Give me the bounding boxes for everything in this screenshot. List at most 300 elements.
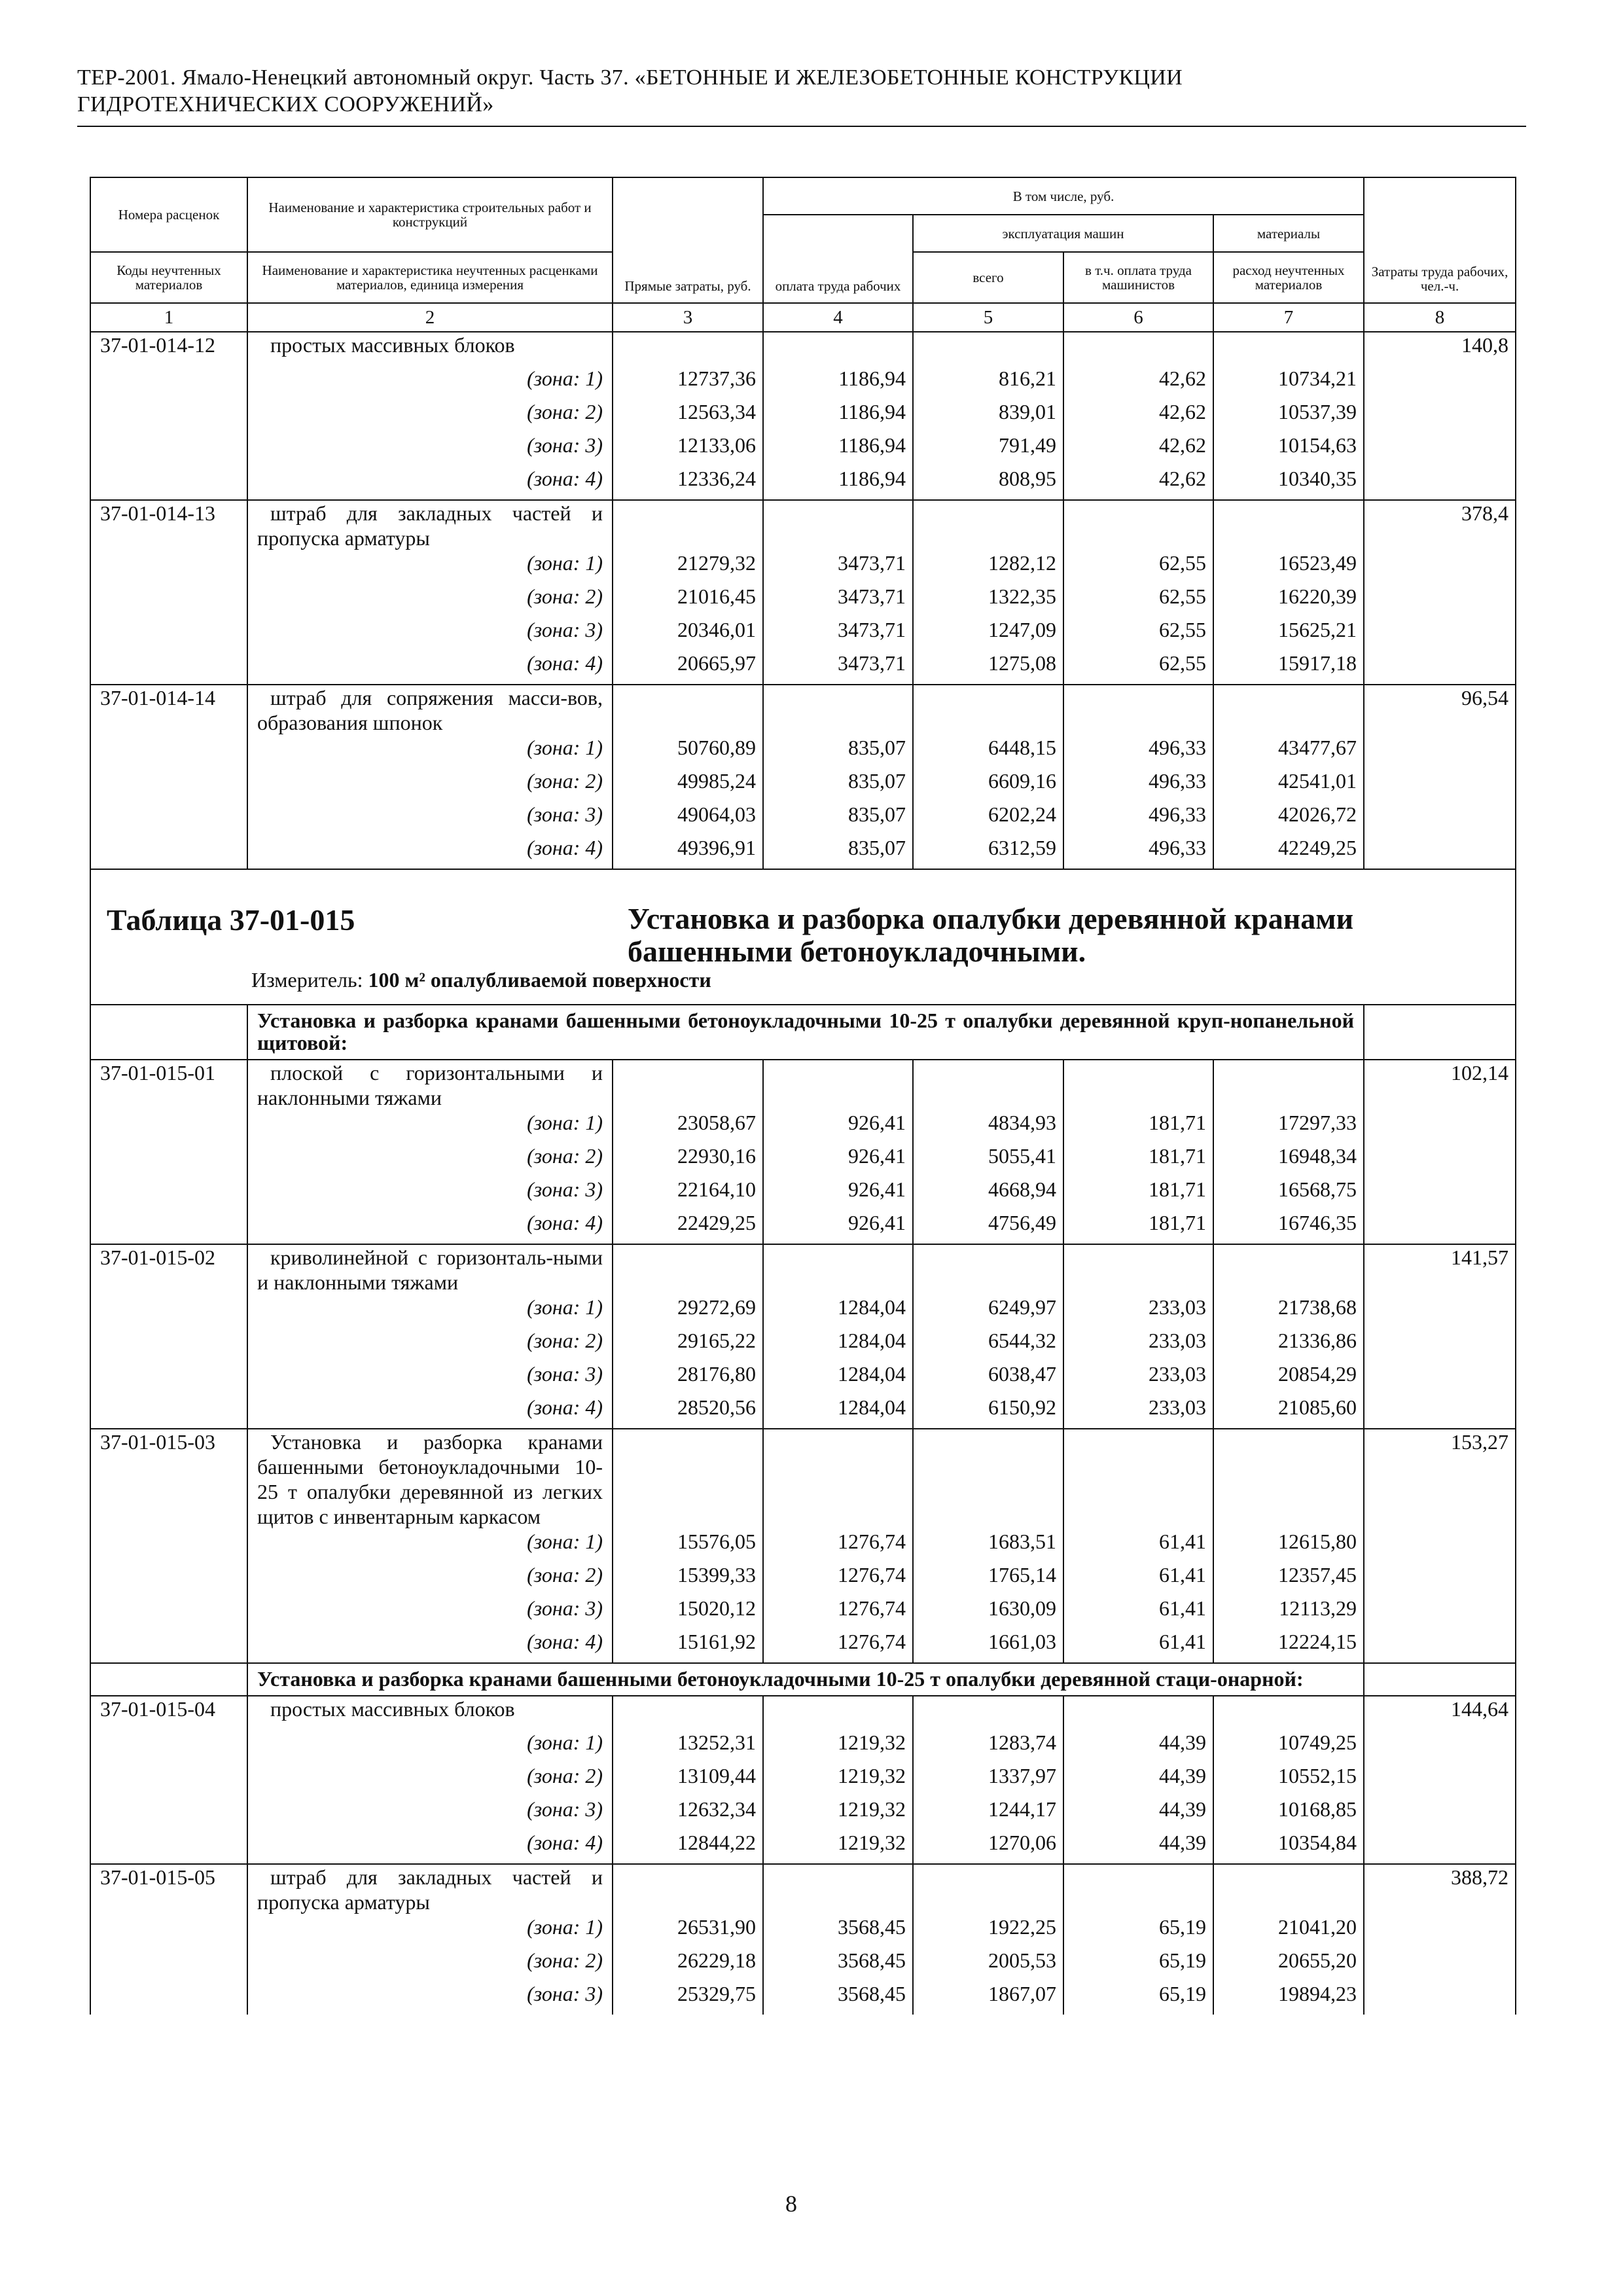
- materials-cost: 42249,25: [1213, 835, 1364, 869]
- header-row: [90, 177, 1516, 215]
- zone-label: (зона: 1): [247, 1295, 613, 1328]
- empty-cell: [763, 1060, 913, 1110]
- wages-cost: 835,07: [763, 835, 913, 869]
- empty-cell: [613, 1060, 763, 1110]
- empty-labor-cell: [1364, 1914, 1516, 1948]
- zone-label: (зона: 4): [247, 651, 613, 685]
- rate-code: 37-01-015-01: [90, 1060, 247, 1110]
- empty-code-cell: [90, 1730, 247, 1763]
- zone-row: [90, 1361, 1516, 1395]
- empty-labor-cell: [1364, 366, 1516, 399]
- direct-cost: 29272,69: [613, 1295, 763, 1328]
- machines-cost: 1661,03: [913, 1629, 1063, 1663]
- empty-labor-cell: [1364, 1763, 1516, 1797]
- empty-code-cell: [90, 1596, 247, 1629]
- wages-cost: 1276,74: [763, 1596, 913, 1629]
- column-number-row: [90, 303, 1516, 332]
- rate-row: [90, 1060, 1516, 1110]
- machinists-wages: 62,55: [1063, 550, 1213, 584]
- machines-cost: 4756,49: [913, 1210, 1063, 1244]
- direct-cost: 12336,24: [613, 466, 763, 500]
- machinists-wages: 44,39: [1063, 1830, 1213, 1864]
- materials-cost: 42541,01: [1213, 768, 1364, 802]
- materials-cost: 10168,85: [1213, 1797, 1364, 1830]
- col-head-direct: [613, 177, 763, 303]
- empty-cell: [1213, 1864, 1364, 1914]
- col-head-machines-total: всего: [913, 252, 1063, 303]
- rate-name: простых массивных блоков: [247, 1696, 613, 1730]
- materials-cost: 12357,45: [1213, 1562, 1364, 1596]
- wages-cost: 835,07: [763, 768, 913, 802]
- zone-label: (зона: 1): [247, 735, 613, 768]
- table-title-row: [90, 869, 1516, 1005]
- direct-cost: 21279,32: [613, 550, 763, 584]
- zone-row: [90, 1763, 1516, 1797]
- col-head-direct-label: Прямые затраты, руб.: [624, 278, 751, 294]
- empty-code-cell: [90, 1210, 247, 1244]
- machinists-wages: 62,55: [1063, 617, 1213, 651]
- empty-labor-cell: [1364, 802, 1516, 835]
- machinists-wages: 61,41: [1063, 1562, 1213, 1596]
- zone-row: [90, 1295, 1516, 1328]
- empty-cell: [763, 1244, 913, 1295]
- empty-cell: [913, 1429, 1063, 1529]
- zone-row: [90, 550, 1516, 584]
- empty-code-cell: [90, 1295, 247, 1328]
- col-head-labor: [1364, 177, 1516, 303]
- machinists-wages: 233,03: [1063, 1361, 1213, 1395]
- zone-label: (зона: 1): [247, 1914, 613, 1948]
- zone-label: (зона: 4): [247, 1395, 613, 1429]
- machines-cost: 1282,12: [913, 550, 1063, 584]
- machinists-wages: 496,33: [1063, 768, 1213, 802]
- zone-label: (зона: 2): [247, 1948, 613, 1981]
- column-number: 5: [913, 303, 1063, 332]
- table-unit: [251, 968, 711, 992]
- zone-row: [90, 584, 1516, 617]
- empty-code-cell: [90, 584, 247, 617]
- empty-labor-cell: [1364, 835, 1516, 869]
- wages-cost: 1219,32: [763, 1830, 913, 1864]
- zone-label: (зона: 3): [247, 1177, 613, 1210]
- wages-cost: 1276,74: [763, 1562, 913, 1596]
- col-head-name-unacc: Наименование и характеристика неучтенных расценками материалов, единица измерения: [247, 252, 613, 303]
- materials-cost: 15625,21: [1213, 617, 1364, 651]
- col-head-materials: материалы: [1213, 215, 1364, 252]
- wages-cost: 3473,71: [763, 651, 913, 685]
- materials-cost: 10354,84: [1213, 1830, 1364, 1864]
- rate-row: [90, 500, 1516, 550]
- column-number: 6: [1063, 303, 1213, 332]
- table-title: Установка и разборка опалубки деревянной кранами башенными бетоноукладочными.: [628, 902, 1354, 968]
- machinists-wages: 496,33: [1063, 735, 1213, 768]
- empty-cell: [913, 1864, 1063, 1914]
- zone-label: (зона: 4): [247, 1210, 613, 1244]
- zone-row: [90, 768, 1516, 802]
- rate-name: плоской с горизонтальными и наклонными тяжами: [247, 1060, 613, 1110]
- direct-cost: 49396,91: [613, 835, 763, 869]
- rate-code: 37-01-014-12: [90, 332, 247, 366]
- table-title-block: [90, 869, 1516, 1005]
- machines-cost: 1683,51: [913, 1529, 1063, 1562]
- rate-name: штраб для закладных частей и пропуска арматуры: [247, 1864, 613, 1914]
- materials-cost: 10749,25: [1213, 1730, 1364, 1763]
- running-header-line1: ТЕР-2001. Ямало-Ненецкий автономный округ. Часть 37. «БЕТОННЫЕ И ЖЕЛЕЗОБЕТОННЫЕ КОНСТРУКЦИИ: [77, 65, 1183, 90]
- zone-label: (зона: 3): [247, 1797, 613, 1830]
- zone-label: (зона: 2): [247, 584, 613, 617]
- empty-code-cell: [90, 1395, 247, 1429]
- column-number: 1: [90, 303, 247, 332]
- machinists-wages: 181,71: [1063, 1143, 1213, 1177]
- empty-cell: [1063, 332, 1213, 366]
- empty-cell: [913, 500, 1063, 550]
- wages-cost: 3568,45: [763, 1948, 913, 1981]
- empty-cell: [613, 1244, 763, 1295]
- direct-cost: 28520,56: [613, 1395, 763, 1429]
- direct-cost: 12563,34: [613, 399, 763, 433]
- machinists-wages: 496,33: [1063, 802, 1213, 835]
- machines-cost: 6312,59: [913, 835, 1063, 869]
- machines-cost: 1922,25: [913, 1914, 1063, 1948]
- empty-cell: [613, 685, 763, 735]
- machinists-wages: 496,33: [1063, 835, 1213, 869]
- section-spacer: [90, 1663, 247, 1696]
- empty-cell: [763, 1429, 913, 1529]
- materials-cost: 16568,75: [1213, 1177, 1364, 1210]
- zone-label: (зона: 2): [247, 1143, 613, 1177]
- section-spacer: [90, 1005, 247, 1060]
- empty-code-cell: [90, 651, 247, 685]
- machines-cost: 1283,74: [913, 1730, 1063, 1763]
- labor-cost: 140,8: [1364, 332, 1516, 366]
- direct-cost: 22429,25: [613, 1210, 763, 1244]
- empty-code-cell: [90, 399, 247, 433]
- wages-cost: 1284,04: [763, 1361, 913, 1395]
- empty-cell: [613, 500, 763, 550]
- empty-labor-cell: [1364, 1328, 1516, 1361]
- materials-cost: 16220,39: [1213, 584, 1364, 617]
- zone-row: [90, 1210, 1516, 1244]
- machinists-wages: 62,55: [1063, 584, 1213, 617]
- empty-cell: [1213, 1244, 1364, 1295]
- column-number: 8: [1364, 303, 1516, 332]
- zone-label: (зона: 3): [247, 617, 613, 651]
- machines-cost: 1867,07: [913, 1981, 1063, 2015]
- empty-code-cell: [90, 835, 247, 869]
- machinists-wages: 62,55: [1063, 651, 1213, 685]
- empty-code-cell: [90, 1830, 247, 1864]
- materials-cost: 21336,86: [1213, 1328, 1364, 1361]
- zone-row: [90, 466, 1516, 500]
- machines-cost: 4834,93: [913, 1110, 1063, 1143]
- rate-code: 37-01-015-02: [90, 1244, 247, 1295]
- zone-row: [90, 1914, 1516, 1948]
- wages-cost: 1186,94: [763, 466, 913, 500]
- direct-cost: 15161,92: [613, 1629, 763, 1663]
- zone-row: [90, 1830, 1516, 1864]
- empty-cell: [913, 1696, 1063, 1730]
- col-head-name: Наименование и характеристика строительных работ и конструкций: [247, 177, 613, 252]
- machines-cost: 6448,15: [913, 735, 1063, 768]
- materials-cost: 16523,49: [1213, 550, 1364, 584]
- empty-cell: [1063, 1864, 1213, 1914]
- table-number: Таблица 37-01-015: [107, 903, 355, 937]
- empty-code-cell: [90, 1629, 247, 1663]
- empty-labor-cell: [1364, 1210, 1516, 1244]
- zone-row: [90, 1797, 1516, 1830]
- labor-cost: 153,27: [1364, 1429, 1516, 1529]
- direct-cost: 49064,03: [613, 802, 763, 835]
- machinists-wages: 233,03: [1063, 1395, 1213, 1429]
- empty-code-cell: [90, 1177, 247, 1210]
- empty-cell: [1213, 1696, 1364, 1730]
- col-head-machines: эксплуатация машин: [913, 215, 1213, 252]
- materials-cost: 42026,72: [1213, 802, 1364, 835]
- rate-code: 37-01-014-14: [90, 685, 247, 735]
- empty-labor-cell: [1364, 1948, 1516, 1981]
- col-head-materials-unacc: расход неучтенных материалов: [1213, 252, 1364, 303]
- empty-cell: [1063, 1244, 1213, 1295]
- empty-cell: [763, 1696, 913, 1730]
- rates-table: [90, 177, 1516, 2015]
- direct-cost: 25329,75: [613, 1981, 763, 2015]
- unit-value: 100 м² опалубливаемой поверхности: [368, 968, 711, 992]
- rate-row: [90, 332, 1516, 366]
- materials-cost: 19894,23: [1213, 1981, 1364, 2015]
- machinists-wages: 181,71: [1063, 1210, 1213, 1244]
- machines-cost: 1630,09: [913, 1596, 1063, 1629]
- wages-cost: 3568,45: [763, 1914, 913, 1948]
- wages-cost: 926,41: [763, 1143, 913, 1177]
- wages-cost: 3473,71: [763, 617, 913, 651]
- empty-cell: [1213, 1060, 1364, 1110]
- empty-labor-cell: [1364, 768, 1516, 802]
- machines-cost: 1275,08: [913, 651, 1063, 685]
- empty-code-cell: [90, 802, 247, 835]
- section-spacer: [1364, 1005, 1516, 1060]
- empty-cell: [613, 1864, 763, 1914]
- empty-cell: [1213, 1429, 1364, 1529]
- zone-row: [90, 1730, 1516, 1763]
- machines-cost: 5055,41: [913, 1143, 1063, 1177]
- empty-code-cell: [90, 768, 247, 802]
- materials-cost: 10340,35: [1213, 466, 1364, 500]
- wages-cost: 1284,04: [763, 1295, 913, 1328]
- empty-cell: [913, 1244, 1063, 1295]
- rate-row: [90, 685, 1516, 735]
- direct-cost: 21016,45: [613, 584, 763, 617]
- wages-cost: 1276,74: [763, 1529, 913, 1562]
- zone-label: (зона: 3): [247, 802, 613, 835]
- direct-cost: 22164,10: [613, 1177, 763, 1210]
- empty-labor-cell: [1364, 399, 1516, 433]
- wages-cost: 926,41: [763, 1210, 913, 1244]
- direct-cost: 26531,90: [613, 1914, 763, 1948]
- materials-cost: 10552,15: [1213, 1763, 1364, 1797]
- col-head-machines-wages: в т.ч. оплата труда машинистов: [1063, 252, 1213, 303]
- materials-cost: 12224,15: [1213, 1629, 1364, 1663]
- section-heading: Установка и разборка кранами башенными бетоноукладочными 10-25 т опалубки деревянной круп-нопанельной щитовой:: [247, 1005, 1364, 1060]
- zone-label: (зона: 1): [247, 1110, 613, 1143]
- materials-cost: 12113,29: [1213, 1596, 1364, 1629]
- empty-labor-cell: [1364, 1629, 1516, 1663]
- direct-cost: 12844,22: [613, 1830, 763, 1864]
- empty-labor-cell: [1364, 1529, 1516, 1562]
- zone-label: (зона: 1): [247, 366, 613, 399]
- empty-code-cell: [90, 366, 247, 399]
- machines-cost: 6249,97: [913, 1295, 1063, 1328]
- zone-row: [90, 1177, 1516, 1210]
- materials-cost: 17297,33: [1213, 1110, 1364, 1143]
- empty-cell: [913, 1060, 1063, 1110]
- empty-cell: [1063, 685, 1213, 735]
- empty-code-cell: [90, 1110, 247, 1143]
- empty-cell: [763, 332, 913, 366]
- zone-label: (зона: 1): [247, 1730, 613, 1763]
- wages-cost: 1219,32: [763, 1797, 913, 1830]
- empty-labor-cell: [1364, 1295, 1516, 1328]
- zone-row: [90, 1629, 1516, 1663]
- zone-label: (зона: 2): [247, 768, 613, 802]
- wages-cost: 1186,94: [763, 399, 913, 433]
- empty-cell: [913, 332, 1063, 366]
- materials-cost: 16746,35: [1213, 1210, 1364, 1244]
- direct-cost: 15576,05: [613, 1529, 763, 1562]
- empty-cell: [1063, 1060, 1213, 1110]
- unit-prefix: Измеритель:: [251, 968, 363, 992]
- rate-code: 37-01-015-05: [90, 1864, 247, 1914]
- zone-label: (зона: 3): [247, 433, 613, 466]
- rate-row: [90, 1244, 1516, 1295]
- empty-cell: [763, 685, 913, 735]
- empty-cell: [913, 685, 1063, 735]
- empty-code-cell: [90, 1529, 247, 1562]
- empty-cell: [1063, 1696, 1213, 1730]
- zone-row: [90, 802, 1516, 835]
- empty-labor-cell: [1364, 1562, 1516, 1596]
- section-row: [90, 1005, 1516, 1060]
- empty-code-cell: [90, 617, 247, 651]
- machinists-wages: 61,41: [1063, 1629, 1213, 1663]
- machinists-wages: 61,41: [1063, 1596, 1213, 1629]
- empty-code-cell: [90, 1361, 247, 1395]
- header-rule: [77, 126, 1526, 127]
- zone-row: [90, 1110, 1516, 1143]
- zone-label: (зона: 2): [247, 399, 613, 433]
- materials-cost: 10154,63: [1213, 433, 1364, 466]
- col-head-wages: оплата труда рабочих: [763, 215, 913, 303]
- zone-label: (зона: 4): [247, 1830, 613, 1864]
- zone-label: (зона: 3): [247, 1361, 613, 1395]
- zone-label: (зона: 1): [247, 550, 613, 584]
- wages-cost: 926,41: [763, 1110, 913, 1143]
- empty-code-cell: [90, 1763, 247, 1797]
- materials-cost: 43477,67: [1213, 735, 1364, 768]
- machines-cost: 6202,24: [913, 802, 1063, 835]
- empty-labor-cell: [1364, 1730, 1516, 1763]
- empty-labor-cell: [1364, 1830, 1516, 1864]
- labor-cost: 378,4: [1364, 500, 1516, 550]
- zone-row: [90, 1328, 1516, 1361]
- machines-cost: 816,21: [913, 366, 1063, 399]
- zone-row: [90, 1143, 1516, 1177]
- col-head-code-unacc: Коды неучтенных материалов: [90, 252, 247, 303]
- direct-cost: 50760,89: [613, 735, 763, 768]
- direct-cost: 28176,80: [613, 1361, 763, 1395]
- wages-cost: 1276,74: [763, 1629, 913, 1663]
- machines-cost: 6150,92: [913, 1395, 1063, 1429]
- machines-cost: 1765,14: [913, 1562, 1063, 1596]
- materials-cost: 21041,20: [1213, 1914, 1364, 1948]
- col-head-including: В том числе, руб.: [763, 177, 1364, 215]
- zone-label: (зона: 3): [247, 1981, 613, 2015]
- zone-row: [90, 1948, 1516, 1981]
- section-row: [90, 1663, 1516, 1696]
- section-heading: Установка и разборка кранами башенными бетоноукладочными 10-25 т опалубки деревянной стаци-онарной:: [247, 1663, 1364, 1696]
- materials-cost: 12615,80: [1213, 1529, 1364, 1562]
- zone-row: [90, 433, 1516, 466]
- machines-cost: 1322,35: [913, 584, 1063, 617]
- empty-code-cell: [90, 1797, 247, 1830]
- materials-cost: 16948,34: [1213, 1143, 1364, 1177]
- materials-cost: 15917,18: [1213, 651, 1364, 685]
- machines-cost: 6544,32: [913, 1328, 1063, 1361]
- machinists-wages: 233,03: [1063, 1328, 1213, 1361]
- machinists-wages: 42,62: [1063, 433, 1213, 466]
- direct-cost: 13109,44: [613, 1763, 763, 1797]
- wages-cost: 926,41: [763, 1177, 913, 1210]
- empty-labor-cell: [1364, 1361, 1516, 1395]
- column-number: 2: [247, 303, 613, 332]
- direct-cost: 29165,22: [613, 1328, 763, 1361]
- direct-cost: 26229,18: [613, 1948, 763, 1981]
- rate-row: [90, 1864, 1516, 1914]
- zone-label: (зона: 2): [247, 1328, 613, 1361]
- empty-labor-cell: [1364, 433, 1516, 466]
- wages-cost: 1219,32: [763, 1763, 913, 1797]
- empty-labor-cell: [1364, 1797, 1516, 1830]
- wages-cost: 835,07: [763, 735, 913, 768]
- machines-cost: 839,01: [913, 399, 1063, 433]
- empty-cell: [613, 332, 763, 366]
- empty-code-cell: [90, 433, 247, 466]
- materials-cost: 10734,21: [1213, 366, 1364, 399]
- rates-table-body: [90, 177, 1516, 2015]
- direct-cost: 12133,06: [613, 433, 763, 466]
- machinists-wages: 44,39: [1063, 1797, 1213, 1830]
- empty-labor-cell: [1364, 466, 1516, 500]
- zone-row: [90, 1395, 1516, 1429]
- section-spacer: [1364, 1663, 1516, 1696]
- empty-labor-cell: [1364, 1177, 1516, 1210]
- materials-cost: 20854,29: [1213, 1361, 1364, 1395]
- machinists-wages: 42,62: [1063, 399, 1213, 433]
- machines-cost: 4668,94: [913, 1177, 1063, 1210]
- machines-cost: 6038,47: [913, 1361, 1063, 1395]
- empty-code-cell: [90, 1914, 247, 1948]
- wages-cost: 835,07: [763, 802, 913, 835]
- machines-cost: 2005,53: [913, 1948, 1063, 1981]
- empty-cell: [1063, 1429, 1213, 1529]
- zone-row: [90, 1596, 1516, 1629]
- empty-labor-cell: [1364, 735, 1516, 768]
- machinists-wages: 61,41: [1063, 1529, 1213, 1562]
- empty-labor-cell: [1364, 1981, 1516, 2015]
- machinists-wages: 42,62: [1063, 466, 1213, 500]
- zone-label: (зона: 4): [247, 1629, 613, 1663]
- zone-label: (зона: 4): [247, 835, 613, 869]
- empty-labor-cell: [1364, 1143, 1516, 1177]
